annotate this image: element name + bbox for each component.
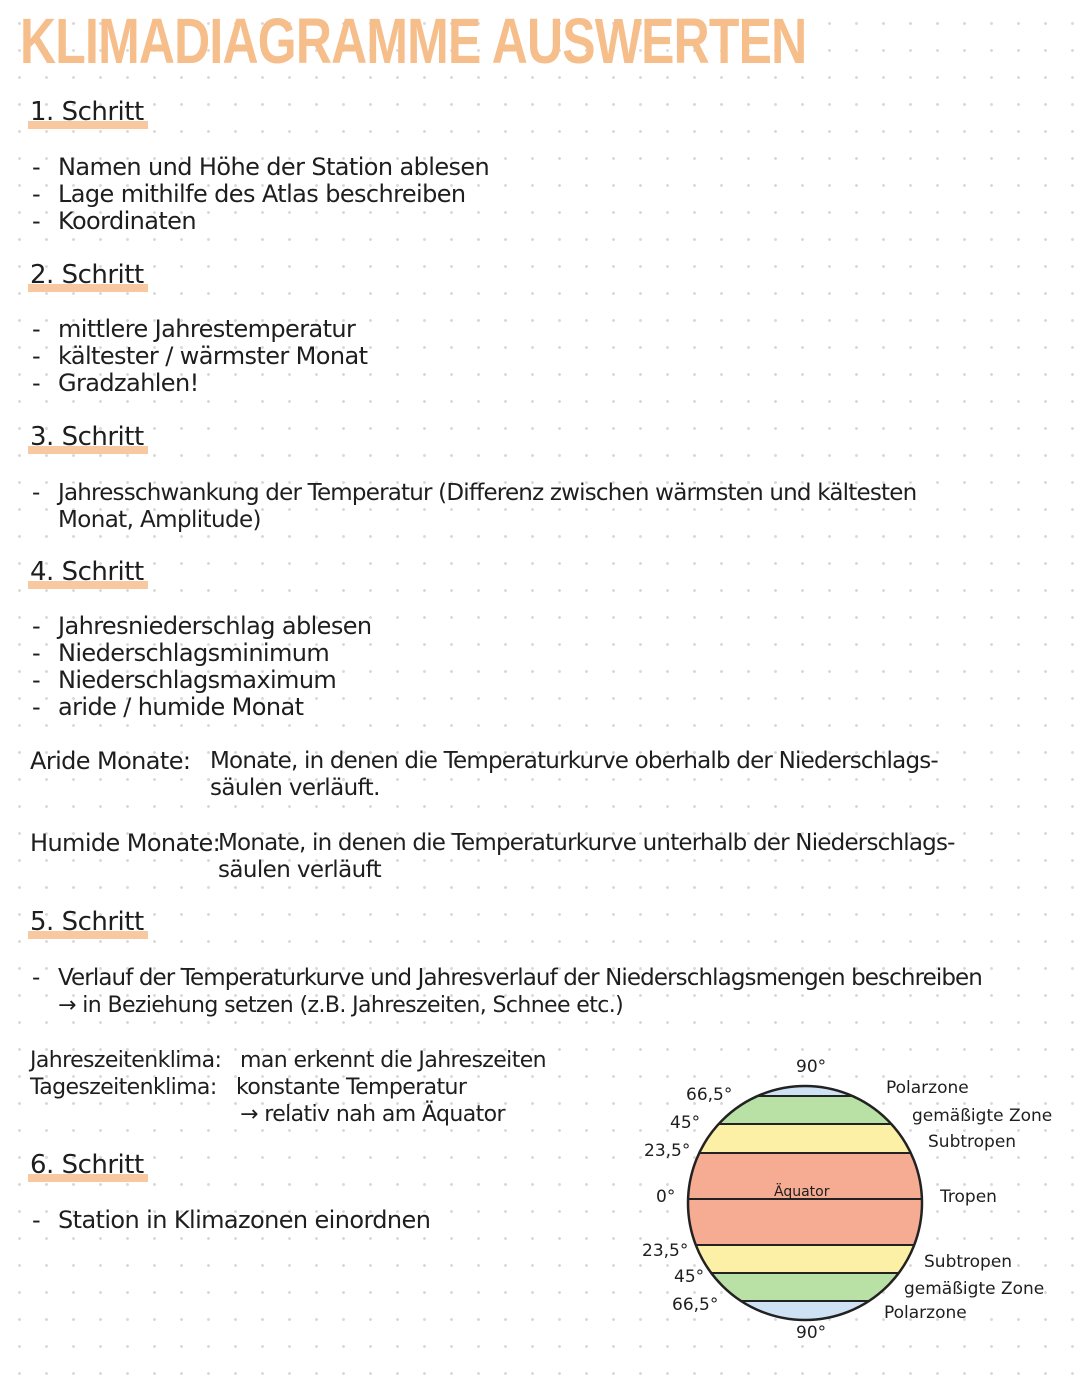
list-item: - Lage mithilfe des Atlas beschreiben xyxy=(32,181,489,208)
list-item: - Namen und Höhe der Station ablesen xyxy=(32,154,489,181)
humid-text-line1: Monate, in denen die Temperaturkurve unterhalb der Niederschlags- xyxy=(218,830,955,856)
humid-text-line2: säulen verläuft xyxy=(218,857,382,883)
list-item: - mittlere Jahrestemperatur xyxy=(32,316,367,343)
arid-text-line2: säulen verläuft. xyxy=(210,775,380,801)
tageszeitenklima-text: konstante Temperatur xyxy=(236,1075,467,1100)
step-2-heading: 2. Schritt xyxy=(28,260,148,292)
list-item-continuation: → in Beziehung setzen (z.B. Jahreszeiten, Schnee etc.) xyxy=(58,993,624,1018)
lat-label-top: 90° xyxy=(796,1057,827,1077)
list-item: - aride / humide Monat xyxy=(32,694,372,721)
lat-label-45n: 45° xyxy=(670,1113,701,1133)
list-item: - Niederschlagsminimum xyxy=(32,640,372,667)
list-item: - Gradzahlen! xyxy=(32,370,367,397)
jahreszeitenklima-text: man erkennt die Jahreszeiten xyxy=(240,1048,547,1073)
step-1-heading: 1. Schritt xyxy=(28,97,148,129)
arid-label: Aride Monate: xyxy=(30,747,191,775)
step-3-heading: 3. Schritt xyxy=(28,422,148,454)
list-item: - Verlauf der Temperaturkurve und Jahresverlauf der Niederschlagsmengen beschreiben xyxy=(32,965,982,992)
zone-label-polar-south: Polarzone xyxy=(884,1303,967,1323)
zone-band-subtropics-north xyxy=(680,1124,930,1153)
zone-label-subtropics-north: Subtropen xyxy=(928,1132,1017,1152)
step-6-heading: 6. Schritt xyxy=(28,1150,148,1182)
zone-label-tropics: Tropen xyxy=(940,1187,997,1207)
list-item: - Station in Klimazonen einordnen xyxy=(32,1207,430,1234)
lat-label-23s: 23,5° xyxy=(642,1241,689,1261)
zone-band-subtropics-south xyxy=(680,1245,930,1273)
list-item-continuation: Monat, Amplitude) xyxy=(58,507,261,533)
zone-label-temperate-south: gemäßigte Zone xyxy=(904,1279,1045,1299)
list-item: - kältester / wärmster Monat xyxy=(32,343,367,370)
list-item: - Koordinaten xyxy=(32,208,489,235)
jahreszeitenklima-label: Jahreszeitenklima: xyxy=(30,1048,222,1073)
equator-label: Äquator xyxy=(774,1184,830,1200)
lat-label-bottom: 90° xyxy=(796,1323,827,1343)
lat-label-23n: 23,5° xyxy=(644,1141,691,1161)
list-item: - Jahresschwankung der Temperatur (Differenz zwischen wärmsten und kältesten xyxy=(32,480,916,507)
tageszeitenklima-label: Tageszeitenklima: xyxy=(30,1075,217,1100)
lat-label-66n: 66,5° xyxy=(686,1085,733,1105)
step-4-heading: 4. Schritt xyxy=(28,557,148,589)
page-title: KLIMADIAGRAMME AUSWERTEN xyxy=(20,5,807,77)
zone-label-subtropics-south: Subtropen xyxy=(924,1252,1013,1272)
list-item: - Niederschlagsmaximum xyxy=(32,667,372,694)
lat-label-66s: 66,5° xyxy=(672,1295,719,1315)
list-item: - Jahresniederschlag ablesen xyxy=(32,613,372,640)
step-5-heading: 5. Schritt xyxy=(28,907,148,939)
arid-text-line1: Monate, in denen die Temperaturkurve oberhalb der Niederschlags- xyxy=(210,748,938,774)
zone-label-polar-north: Polarzone xyxy=(886,1078,969,1098)
zone-label-temperate-north: gemäßigte Zone xyxy=(912,1106,1053,1126)
lat-label-0: 0° xyxy=(656,1187,676,1207)
tageszeitenklima-note: → relativ nah am Äquator xyxy=(240,1102,505,1127)
humid-label: Humide Monate: xyxy=(30,829,221,857)
lat-label-45s: 45° xyxy=(674,1267,705,1287)
